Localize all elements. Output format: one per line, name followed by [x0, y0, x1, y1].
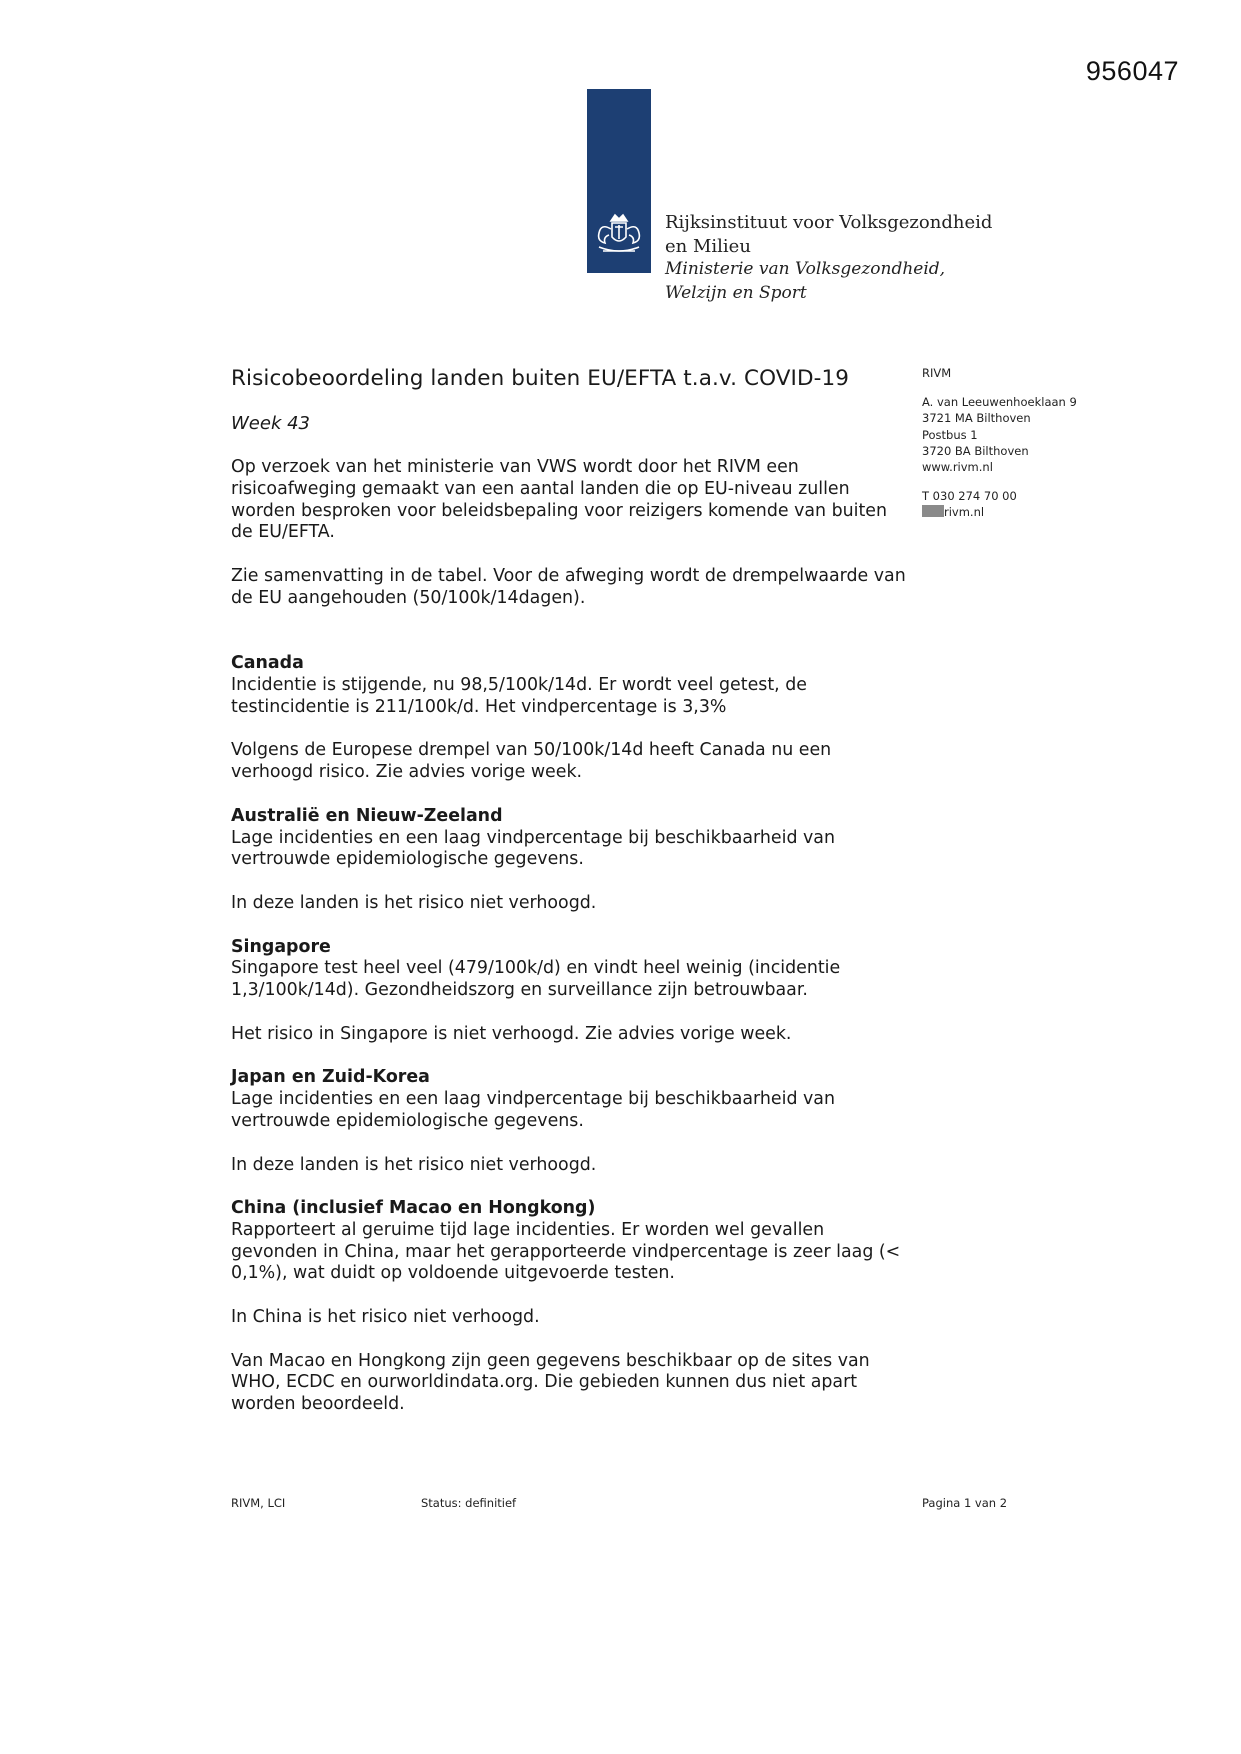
section-conclusion-australia-nz: In deze landen is het risico niet verhoogd.: [231, 892, 597, 913]
sidebar-website-link[interactable]: www.rivm.nl: [922, 460, 993, 475]
sidebar-phone: T 030 274 70 00: [922, 489, 1017, 504]
sidebar-address-line: 3720 BA Bilthoven: [922, 443, 1029, 458]
sidebar-email-domain: rivm.nl: [944, 505, 985, 520]
section-conclusion-singapore: Het risico in Singapore is niet verhoogd. Zie advies vorige week.: [231, 1023, 792, 1044]
ministry-line-2: Welzijn en Sport: [665, 282, 807, 303]
section-heading-japan-korea: Japan en Zuid-Korea: [231, 1067, 430, 1088]
summary-paragraph: Zie samenvatting in de tabel. Voor de afweging wordt de drempelwaarde van de EU aangehouden (50/100k/14dagen).: [231, 565, 906, 608]
government-logo-bar: [587, 89, 651, 273]
footer-page-number: Pagina 1 van 2: [922, 1496, 1008, 1510]
document-number: 956047: [1085, 56, 1179, 86]
section-heading-singapore: Singapore: [231, 936, 331, 957]
section-conclusion-japan-korea: In deze landen is het risico niet verhoogd.: [231, 1154, 597, 1175]
rijkswapen-crest-icon: [591, 207, 647, 261]
redaction-block: [922, 505, 944, 517]
week-label: Week 43: [231, 413, 310, 434]
contact-sidebar: [922, 365, 1077, 521]
section-extra-china: Van Macao en Hongkong zijn geen gegevens beschikbaar op de sites van WHO, ECDC en ourworldindata.org. Die gebieden kunnen dus niet apart worden beoordeeld.: [231, 1350, 870, 1415]
sidebar-address-line: A. van Leeuwenhoeklaan 9: [922, 395, 1077, 410]
section-body-japan-korea: Lage incidenties en een laag vindpercentage bij beschikbaarheid van vertrouwde epidemiologische gegevens.: [231, 1089, 835, 1131]
footer-status: Status: definitief: [421, 1496, 517, 1510]
org-name-line-2: en Milieu: [665, 235, 751, 257]
document-body: [231, 457, 911, 1438]
sidebar-address-line: Postbus 1: [922, 427, 978, 442]
organisation-name-block: [665, 211, 992, 305]
section-body-australia-nz: Lage incidenties en een laag vindpercentage bij beschikbaarheid van vertrouwde epidemiologische gegevens.: [231, 827, 835, 870]
section-heading-china: China (inclusief Macao en Hongkong): [231, 1198, 596, 1219]
footer-department: RIVM, LCI: [231, 1496, 286, 1510]
sidebar-org: RIVM: [922, 366, 952, 380]
section-conclusion-china: In China is het risico niet verhoogd.: [231, 1307, 540, 1328]
org-name-line-1: Rijksinstituut voor Volksgezondheid: [665, 212, 993, 233]
sidebar-email: [922, 504, 1077, 520]
section-body-china: Rapporteert al geruime tijd lage incidenties. Er worden wel gevallen gevonden in China, maar het gerapporteerde vindpercentage is zeer laag (< 0,1%), wat duidt op voldoende uitgevoerde testen.: [231, 1219, 901, 1284]
ministry-line-1: Ministerie van Volksgezondheid,: [665, 259, 946, 279]
section-conclusion-canada: Volgens de Europese drempel van 50/100k/14d heeft Canada nu een verhoogd risico. Zie advies vorige week.: [231, 740, 832, 783]
intro-paragraph: Op verzoek van het ministerie van VWS wordt door het RIVM een risicoafweging gemaakt van een aantal landen die op EU-niveau zullen worden besproken voor beleidsbepaling voor reizigers komende van buiten de EU/EFTA.: [231, 457, 888, 543]
section-body-singapore: Singapore test heel veel (479/100k/d) en vindt heel weinig (incidentie 1,3/100k/14d). Gezondheidszorg en surveillance zijn betrouwbaar.: [231, 958, 841, 1001]
section-body-canada: Incidentie is stijgende, nu 98,5/100k/14d. Er wordt veel getest, de testincidentie is 211/100k/d. Het vindpercentage is 3,3%: [231, 674, 807, 717]
document-title: Risicobeoordeling landen buiten EU/EFTA t.a.v. COVID-19: [231, 366, 850, 391]
section-heading-australia-nz: Australië en Nieuw-Zeeland: [231, 805, 503, 826]
sidebar-address-line: 3721 MA Bilthoven: [922, 411, 1031, 426]
section-heading-canada: Canada: [231, 653, 304, 674]
